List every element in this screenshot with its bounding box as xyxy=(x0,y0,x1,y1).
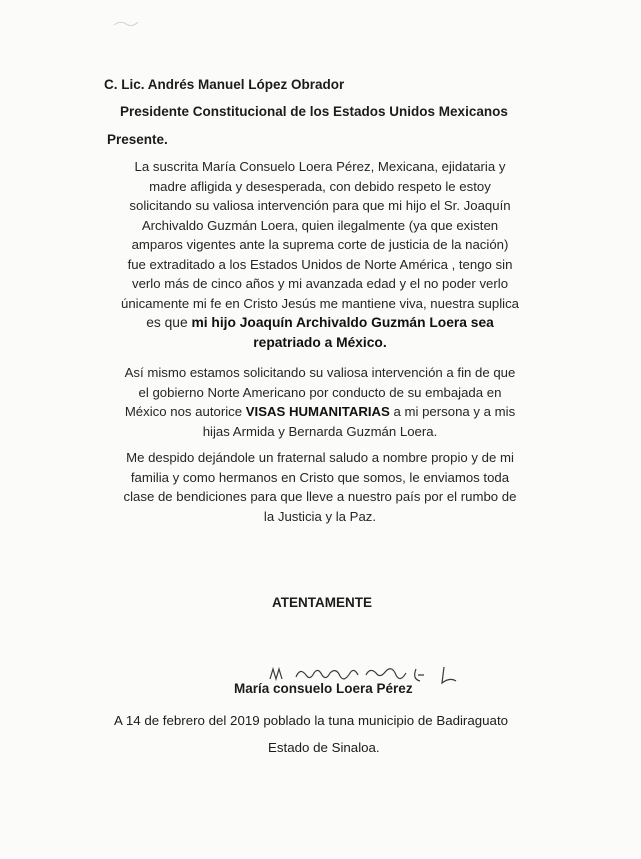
date-line: A 14 de febrero del 2019 poblado la tuna municipio de Badiraguato xyxy=(114,713,509,728)
paragraph-request xyxy=(90,157,550,352)
paragraph-line: familia y como hermanos en Cristo que somos, le enviamos toda xyxy=(130,469,510,485)
paragraph-line xyxy=(90,402,550,422)
paragraph-line: La suscrita María Consuelo Loera Pérez, Mexicana, ejidataria y xyxy=(134,159,506,174)
paragraph-closing-line xyxy=(90,313,550,333)
paragraph-line: amparos vigentes ante la suprema corte de justicia de la nación) xyxy=(131,237,509,252)
visas-humanitarias-bold: VISAS HUMANITARIAS xyxy=(245,404,390,419)
paragraph-visas xyxy=(90,363,550,441)
scan-artifact-mark xyxy=(112,18,140,28)
paragraph-line: Archivaldo Guzmán Loera, quien ilegalmente (ya que existen xyxy=(141,217,499,233)
paragraph-line: verlo más de cinco años y mi avanzada edad y el no poder verlo xyxy=(131,276,509,291)
paragraph-line: únicamente mi fe en Cristo Jesús me mantiene viva, nuestra suplica xyxy=(120,295,519,311)
visas-lead-text: México nos autorice xyxy=(124,404,246,419)
repatriation-request-bold-2: repatriado a México. xyxy=(253,334,387,350)
paragraph-line: clase de bendiciones para que lleve a nuestro país por el rumbo de xyxy=(123,489,517,504)
closing-atentamente: ATENTAMENTE xyxy=(272,595,372,610)
paragraph-line: Me despido dejándole un fraternal saludo a nombre propio y de mi xyxy=(126,450,514,465)
paragraph-line: Así mismo estamos solicitando su valiosa intervención a fin de que xyxy=(124,365,516,380)
repatriation-request-bold: mi hijo Joaquín Archivaldo Guzmán Loera sea xyxy=(191,315,494,330)
paragraph-line: el gobierno Norte Americano por conducto de su embajada en xyxy=(138,384,502,400)
paragraph-line: madre afligida y desesperada, con debido respeto le estoy xyxy=(149,178,491,194)
addressee-title: Presidente Constitucional de los Estados Unidos Mexicanos xyxy=(120,104,508,119)
signatory-name: María consuelo Loera Pérez xyxy=(234,681,413,696)
visas-tail-text: a mi persona y a mis xyxy=(389,404,516,419)
addressee-name: C. Lic. Andrés Manuel López Obrador xyxy=(104,77,345,92)
paragraph-line: fue extraditado a los Estados Unidos de Norte América , tengo sin xyxy=(127,256,513,272)
greeting: Presente. xyxy=(107,132,168,147)
closing-lead-text: es que xyxy=(146,315,192,330)
paragraph-line: hijas Armida y Bernarda Guzmán Loera. xyxy=(202,423,438,439)
paragraph-closing-line xyxy=(90,333,550,353)
paragraph-farewell xyxy=(90,448,550,526)
location-line: Estado de Sinaloa. xyxy=(268,740,380,755)
paragraph-line: la Justicia y la Paz. xyxy=(263,508,377,524)
paragraph-line: solicitando su valiosa intervención para que mi hijo el Sr. Joaquín xyxy=(129,198,511,213)
